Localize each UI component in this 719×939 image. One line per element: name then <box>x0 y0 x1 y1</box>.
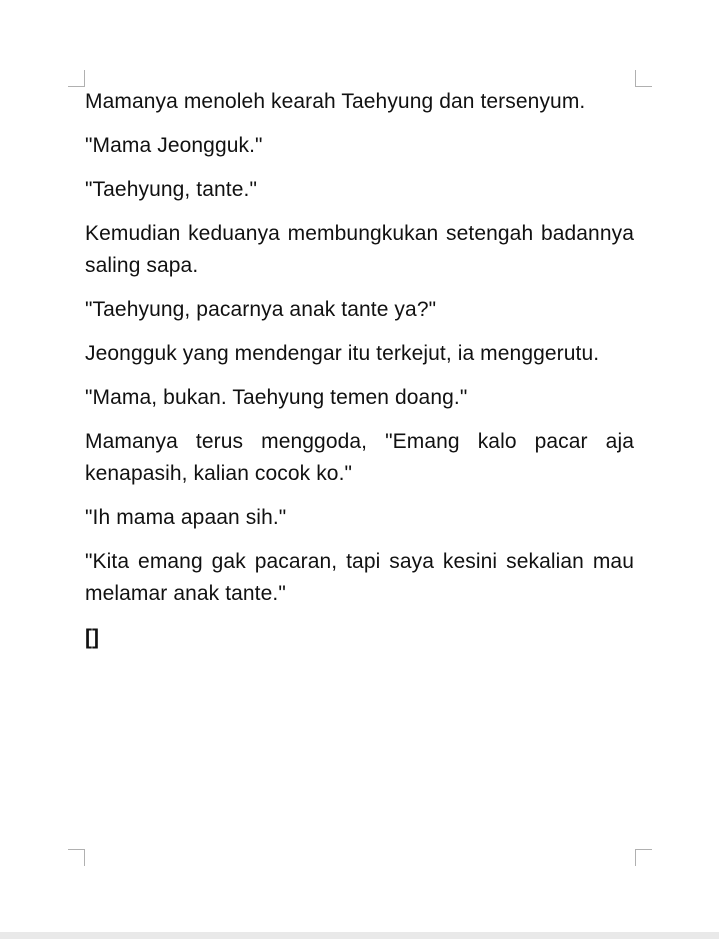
paragraph-4: Kemudian keduanya membungkukan setengah badannya saling sapa. <box>85 222 634 277</box>
margin-corner-top-left <box>68 70 85 87</box>
paragraph-9: "Ih mama apaan sih." <box>85 506 287 529</box>
paragraph-2: "Mama Jeongguk." <box>85 134 263 157</box>
text-cursor-mark: [] <box>85 626 99 649</box>
document-body[interactable] <box>85 86 634 654</box>
page-bottom-edge <box>0 932 719 939</box>
margin-corner-bottom-right <box>635 849 652 866</box>
paragraph-6: Jeongguk yang mendengar itu terkejut, ia menggerutu. <box>85 342 600 365</box>
paragraph-7: "Mama, bukan. Taehyung temen doang." <box>85 386 468 409</box>
paragraph-1: Mamanya menoleh kearah Taehyung dan tersenyum. <box>85 90 586 113</box>
paragraph-8: Mamanya terus menggoda, "Emang kalo pacar aja kenapasih, kalian cocok ko." <box>85 430 634 485</box>
paragraph-5: "Taehyung, pacarnya anak tante ya?" <box>85 298 437 321</box>
margin-corner-bottom-left <box>68 849 85 866</box>
margin-corner-top-right <box>635 70 652 87</box>
paragraph-3: "Taehyung, tante." <box>85 178 257 201</box>
paragraph-10: "Kita emang gak pacaran, tapi saya kesini sekalian mau melamar anak tante." <box>85 550 634 605</box>
